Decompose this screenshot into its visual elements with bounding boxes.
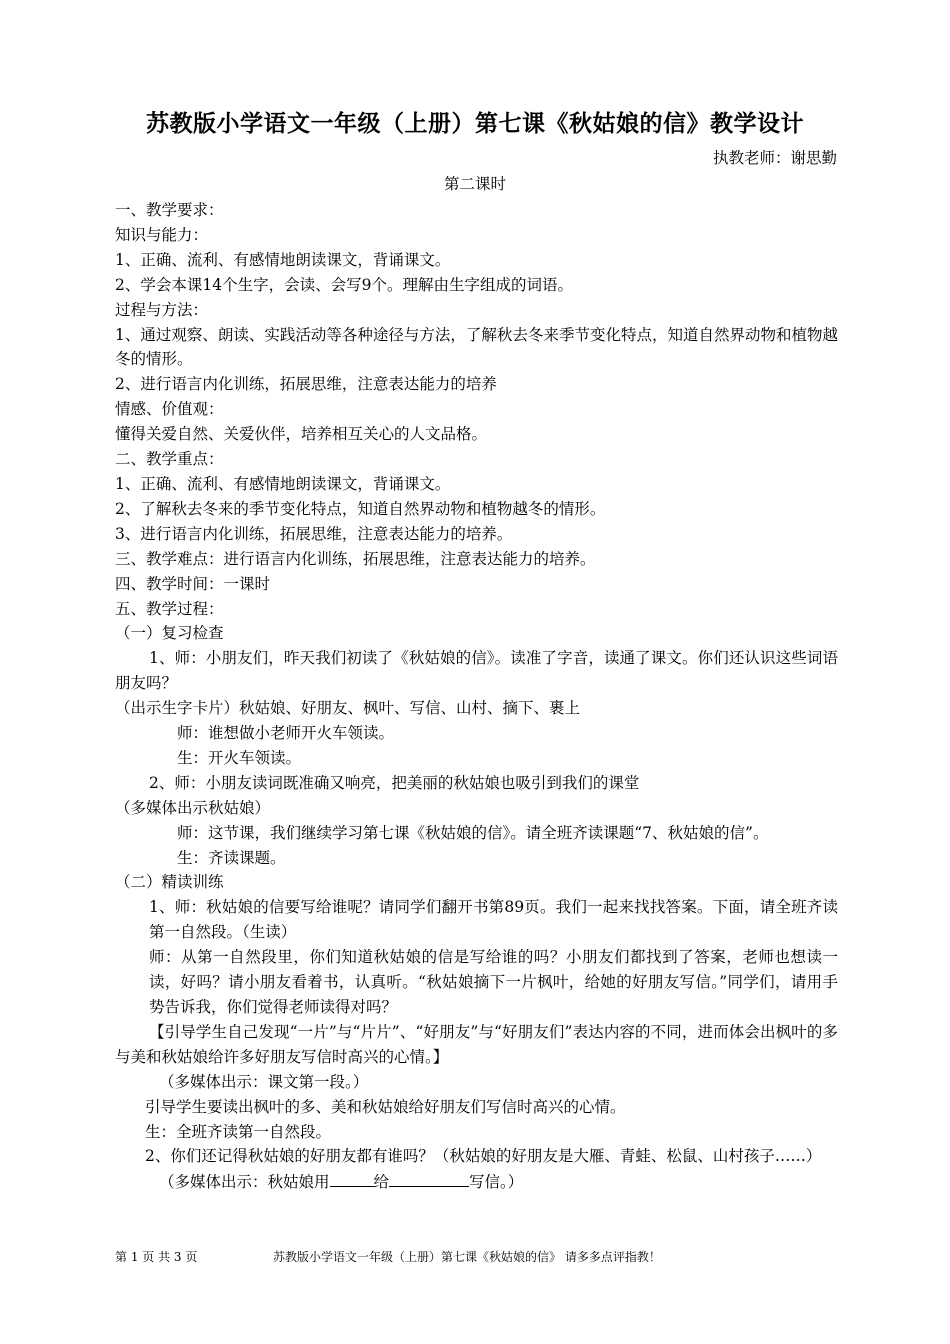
section-heading: 五、教学过程： (115, 599, 224, 618)
paragraph: 懂得关爱自然、关爱伙伴，培养相互关心的人文品格。 (115, 425, 488, 444)
fill-in-text: 写信。） (469, 1173, 524, 1192)
document-body (115, 198, 838, 1195)
paragraph: （多媒体出示秋姑娘） (115, 798, 271, 817)
subsection-heading: 知识与能力： (115, 225, 209, 244)
paragraph: 3、进行语言内化训练，拓展思维，注意表达能力的培养。 (115, 524, 513, 543)
dialogue-line: 师：谁想做小老师开火车领读。 (177, 724, 395, 743)
paragraph: （多媒体出示：课文第一段。） (159, 1072, 369, 1091)
paragraph: 2、你们还记得秋姑娘的好朋友都有谁吗？（秋姑娘的好朋友是大雁、青蛙、松鼠、山村孩子……） (145, 1147, 822, 1166)
paragraph: 生：全班齐读第一自然段。 (145, 1122, 332, 1141)
section-heading: 一、教学要求： (115, 201, 224, 219)
section-heading: 二、教学重点： (115, 450, 224, 469)
paragraph: 师：从第一自然段里，你们知道秋姑娘的信是写给谁的吗？小朋友们都找到了答案，老师也想读一读，好吗？请小朋友看着书，认真听。“秋姑娘摘下一片枫叶，给她的好朋友写信。”同学们，请用手势告诉我，你们觉得老师读得对吗？ (149, 948, 838, 1016)
teacher-name: 执教老师：谢思勤 (712, 149, 837, 167)
paragraph: 2、师：小朋友读词既准确又响亮，把美丽的秋姑娘也吸引到我们的课堂 (149, 773, 640, 792)
fill-in-line (115, 1169, 838, 1195)
paragraph: 2、学会本课14个生字，会读、会写9个。理解由生字组成的词语。 (115, 275, 573, 294)
page-number: 第 1 页 共 3 页 (115, 1250, 198, 1264)
dialogue-line: 生：开火车领读。 (177, 748, 302, 767)
footer-text: 苏教版小学语文一年级（上册）第七课《秋姑娘的信》 请多多点评指教！ (273, 1250, 661, 1264)
fill-in-blank (389, 1169, 469, 1187)
paragraph: 1、正确、流利、有感情地朗读课文，背诵课文。 (115, 250, 451, 269)
fill-in-text: 给 (373, 1173, 390, 1192)
dialogue-line: 生：齐读课题。 (177, 848, 286, 867)
section-heading: 四、教学时间：一课时 (115, 574, 271, 593)
paragraph: （出示生字卡片）秋姑娘、好朋友、枫叶、写信、山村、摘下、裹上 (115, 699, 581, 718)
section-heading: 三、教学难点：进行语言内化训练，拓展思维，注意表达能力的培养。 (115, 549, 596, 568)
document-title: 苏教版小学语文一年级（上册）第七课《秋姑娘的信》教学设计 (146, 110, 804, 137)
subsection-heading: （二）精读训练 (115, 873, 224, 892)
paragraph: 1、正确、流利、有感情地朗读课文，背诵课文。 (115, 474, 451, 493)
paragraph: 2、了解秋去冬来的季节变化特点，知道自然界动物和植物越冬的情形。 (115, 499, 606, 518)
paragraph: 引导学生要读出枫叶的多、美和秋姑娘给好朋友们写信时高兴的心情。 (145, 1097, 626, 1116)
fill-in-blank (330, 1169, 374, 1187)
paragraph: 【引导学生自己发现“一片”与“片片”、“好朋友”与“好朋友们”表达内容的不同，进而体会出枫叶的多与美和秋姑娘给许多好朋友写信时高兴的心情。】 (115, 1022, 838, 1066)
subsection-heading: 过程与方法： (115, 300, 209, 319)
dialogue-line: 师：这节课，我们继续学习第七课《秋姑娘的信》。请全班齐读课题“7、秋姑娘的信”。 (177, 823, 769, 842)
fill-in-text: （多媒体出示：秋姑娘用 (159, 1173, 330, 1192)
paragraph: 2、进行语言内化训练，拓展思维，注意表达能力的培养 (115, 375, 497, 394)
subsection-heading: （一）复习检查 (115, 624, 224, 643)
paragraph: 1、通过观察、朗读、实践活动等各种途径与方法，了解秋去冬来季节变化特点，知道自然界动物和植物越冬的情形。 (115, 325, 838, 369)
paragraph: 1、师：秋姑娘的信要写给谁呢？请同学们翻开书第89页。我们一起来找找答案。下面，请全班齐读第一自然段。（生读） (149, 898, 838, 942)
paragraph: 1、师：小朋友们，昨天我们初读了《秋姑娘的信》。读准了字音，读通了课文。你们还认识这些词语朋友吗？ (115, 649, 838, 693)
session-heading: 第二课时 (443, 175, 506, 193)
subsection-heading: 情感、价值观： (115, 400, 224, 419)
